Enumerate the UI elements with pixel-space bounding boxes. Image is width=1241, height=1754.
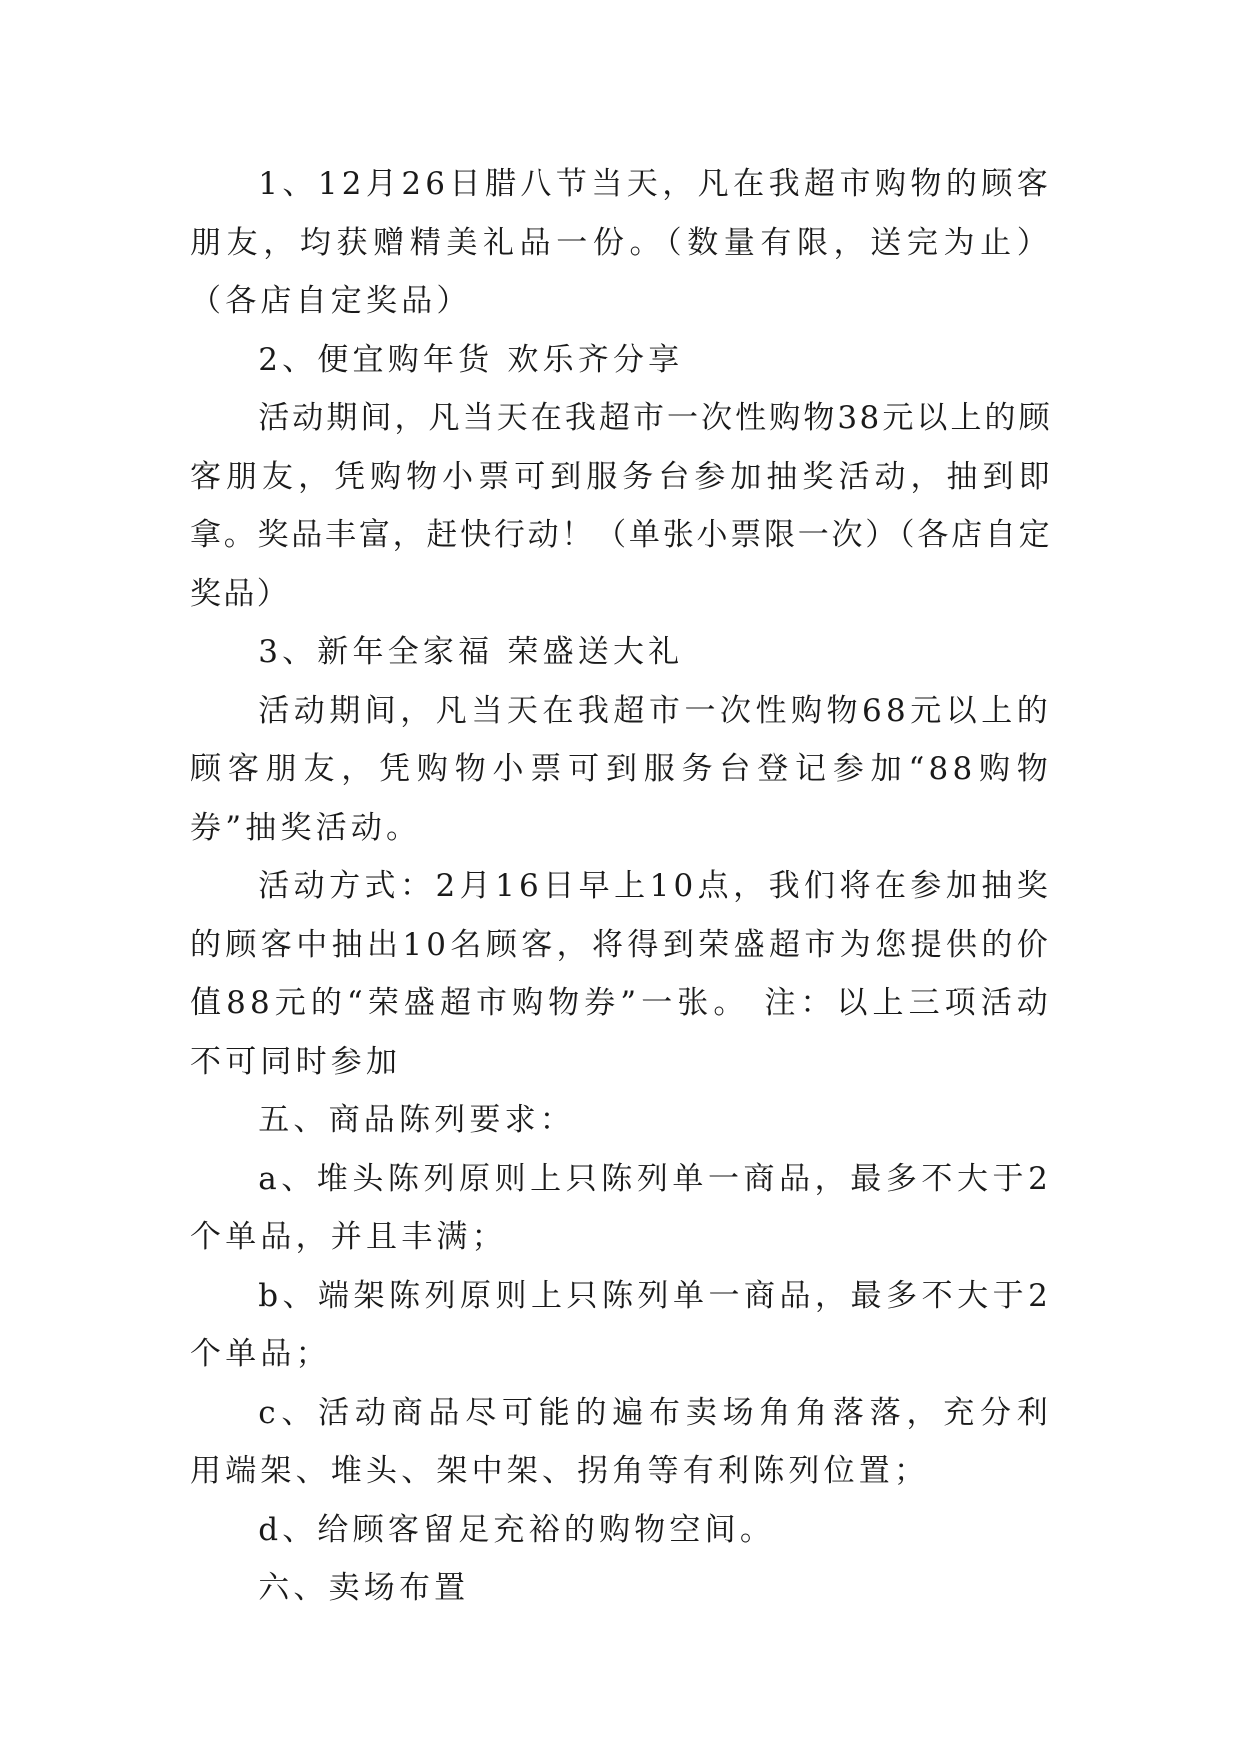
paragraph-display-a: a、堆头陈列原则上只陈列单一商品，最多不大于2个单品，并且丰满；: [190, 1160, 1052, 1255]
paragraph-laba-gift: 1、12月26日腊八节当天，凡在我超市购物的顾客朋友，均获赠精美礼品一份。（数量有限，送完为止）（各店自定奖品）: [190, 166, 1052, 319]
paragraph-lottery-38: 活动期间，凡当天在我超市一次性购物38元以上的顾客朋友，凭购物小票可到服务台参加抽奖活动，抽到即拿。奖品丰富，赶快行动！（单张小票限一次）（各店自定奖品）: [190, 400, 1052, 612]
paragraph-activity-method: 活动方式：2月16日早上10点，我们将在参加抽奖的顾客中抽出10名顾客，将得到荣盛超市为您提供的价值88元的“荣盛超市购物券”一张。 注：以上三项活动不可同时参加: [190, 868, 1052, 1080]
paragraph-display-c: c、活动商品尽可能的遍布卖场角角落落，充分利用端架、堆头、架中架、拐角等有利陈列位置；: [190, 1394, 1052, 1489]
paragraph-heading-cheap-goods: 2、便宜购年货 欢乐齐分享: [258, 341, 684, 378]
paragraph-display-b: b、端架陈列原则上只陈列单一商品，最多不大于2个单品；: [190, 1277, 1052, 1372]
paragraph-lottery-68: 活动期间，凡当天在我超市一次性购物68元以上的顾客朋友，凭购物小票可到服务台登记参加“88购物券”抽奖活动。: [190, 692, 1052, 846]
paragraph-display-d: d、给顾客留足充裕的购物空间。: [258, 1511, 776, 1548]
section-heading-display-requirements: 五、商品陈列要求：: [258, 1102, 575, 1138]
paragraph-heading-family: 3、新年全家福 荣盛送大礼: [258, 634, 684, 670]
section-heading-store-layout: 六、卖场布置: [258, 1570, 470, 1606]
document-body: [190, 155, 1052, 1618]
